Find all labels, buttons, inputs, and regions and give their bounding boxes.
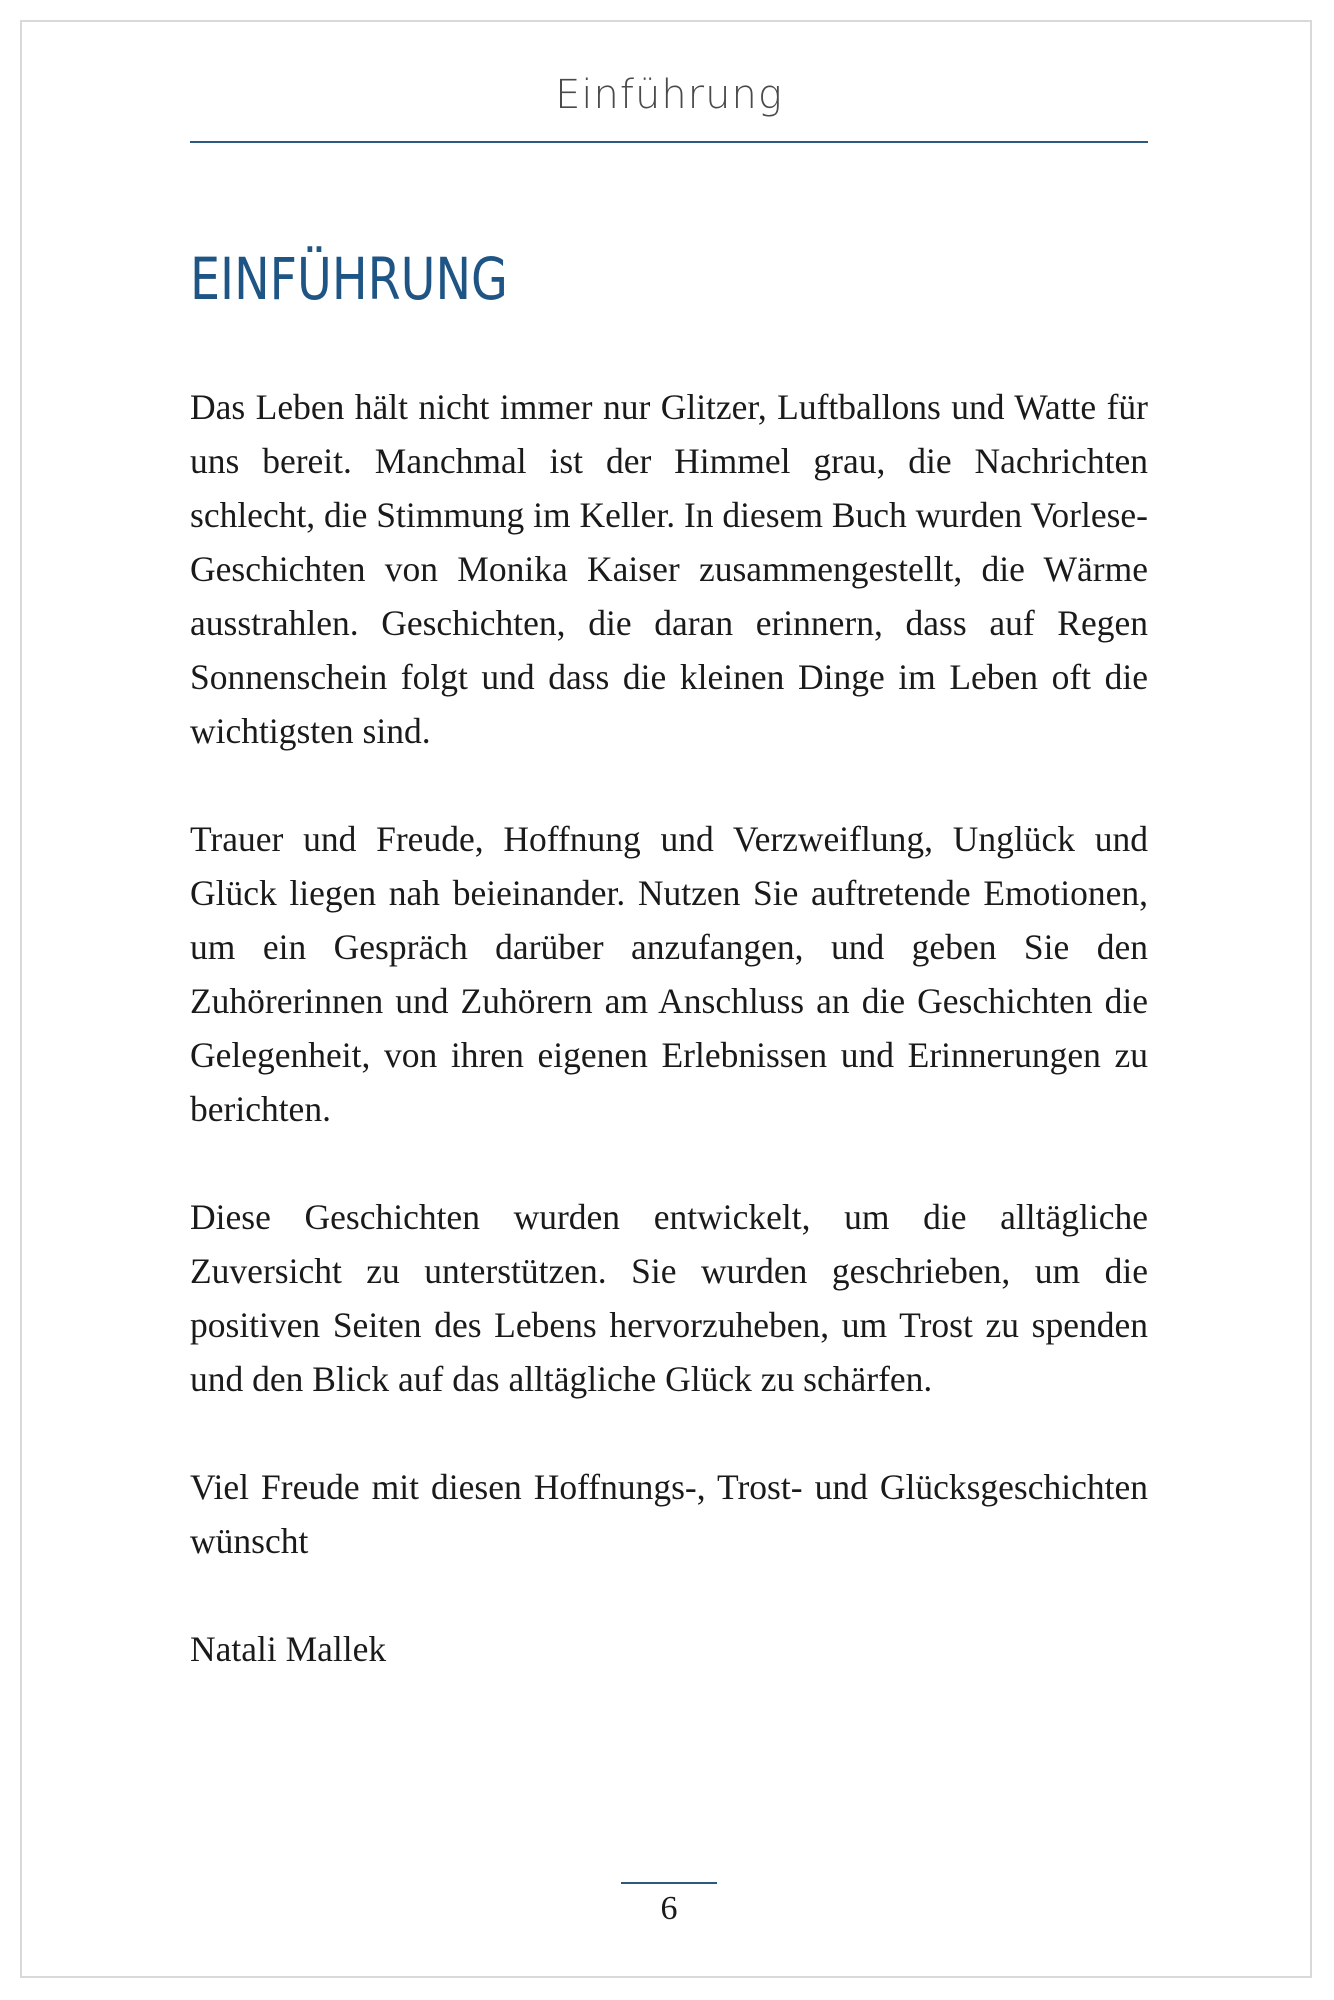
chapter-title: EINFÜHRUNG bbox=[190, 245, 508, 313]
paragraph-1: Das Leben hält nicht immer nur Glitzer, Luftballons und Watte für uns bereit. Manchmal ist der Himmel grau, die Nachrichten schlecht, die Stimmung im Keller. In diesem Buch wurden Vorlese-Geschichten von Monika Kaiser zusammengestellt, die Wärme ausstrahlen. Geschichten, die daran erinnern, dass auf Regen Sonnenschein folgt und dass die kleinen Dinge im Leben oft die wichtigsten sind. bbox=[190, 387, 1148, 751]
body-text bbox=[190, 380, 1148, 1730]
page-number: 6 bbox=[660, 1890, 678, 1927]
paragraph-2: Trauer und Freude, Hoffnung und Verzweiflung, Unglück und Glück liegen nah beieinander. Nutzen Sie auftretende Emotionen, um ein Gespräch darüber anzufangen, und geben Sie den Zuhörerinnen und Zuhörern am Anschluss an die Geschichten die Gelegenheit, von ihren eigenen Erlebnissen und Erinnerungen zu berichten. bbox=[190, 819, 1148, 1129]
running-header: Einführung bbox=[555, 72, 783, 118]
paragraph-4: Viel Freude mit diesen Hoffnungs-, Trost- und Glücksgeschichten wünscht bbox=[190, 1467, 1148, 1561]
footer-rule bbox=[621, 1882, 717, 1884]
header-rule bbox=[190, 141, 1148, 143]
paragraph-3: Diese Geschichten wurden entwickelt, um die alltägliche Zuversicht zu unterstützen. Sie wurden geschrieben, um die positiven Seiten des Lebens hervorzuheben, um Trost zu spenden und den Blick auf das alltägliche Glück zu schärfen. bbox=[190, 1197, 1148, 1399]
signature: Natali Mallek bbox=[190, 1629, 387, 1669]
